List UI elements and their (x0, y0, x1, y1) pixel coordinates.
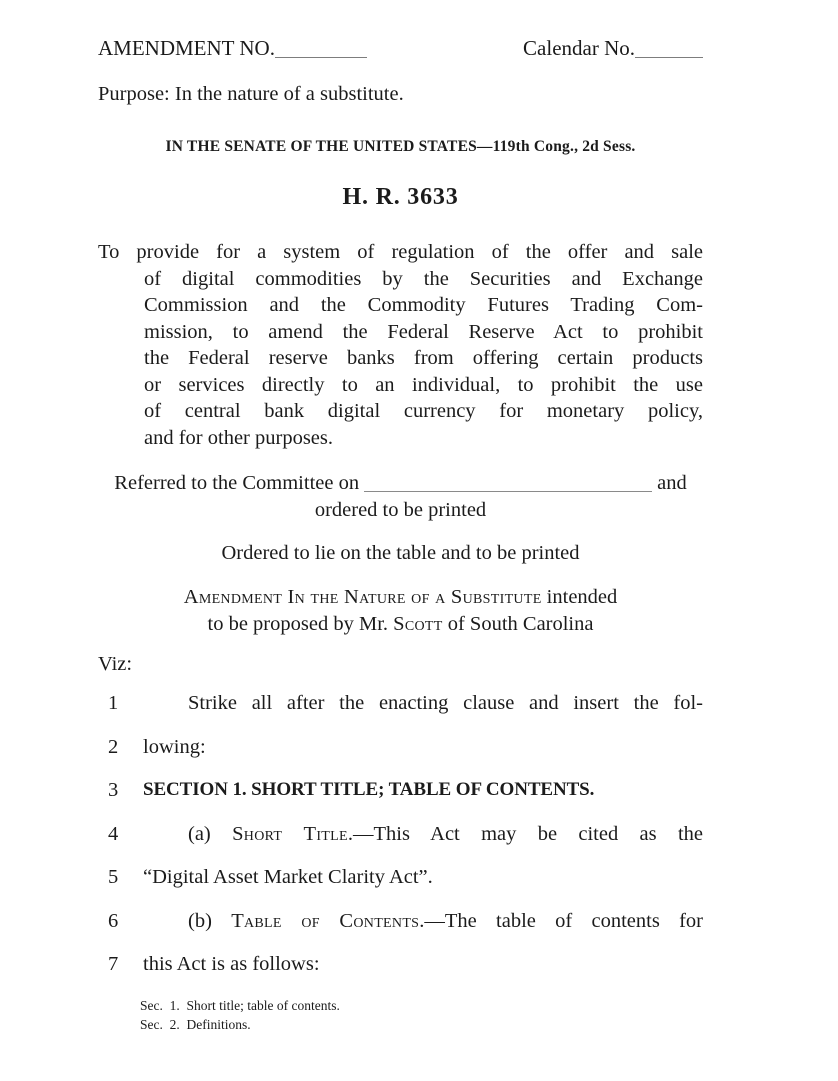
long-title-line: or services directly to an individual, to prohibit the use (144, 373, 703, 396)
body-text: Strike all after the enacting clause and insert the fol- (188, 692, 703, 714)
amendment-heading (98, 584, 703, 638)
line-number: 7 (108, 953, 119, 975)
referral-text: and (657, 472, 687, 494)
amendment-heading-text: intended (541, 586, 618, 608)
calendar-no-field (523, 36, 703, 60)
line-number: 3 (108, 779, 119, 801)
line-number: 2 (108, 735, 119, 758)
senate-caption: IN THE SENATE OF THE UNITED STATES—119th Cong., 2d Sess. (165, 138, 636, 155)
toc-entry: Sec. 2. Definitions. (140, 1016, 251, 1032)
bill-number: H. R. 3633 (342, 184, 459, 210)
body-text: lowing: (143, 735, 206, 758)
body-text-segment: (b) (188, 909, 232, 932)
body-text (143, 910, 703, 932)
long-title-line: and for other purposes. (144, 426, 334, 449)
body-text-segment: (a) (188, 822, 233, 845)
document-page (98, 36, 703, 1034)
body-text (143, 823, 703, 845)
long-title (98, 239, 703, 451)
long-title-line: To provide for a system of regulation of the offer and sale (98, 241, 703, 263)
order-line: Ordered to lie on the table and to be printed (221, 542, 580, 564)
long-title-line: the Federal reserve banks from offering certain products (144, 347, 703, 369)
amendment-heading-text: to be proposed by Mr. (207, 613, 394, 635)
amendment-heading-line-2 (98, 611, 703, 638)
toc-entry: Sec. 1. Short title; table of contents. (140, 998, 340, 1013)
amendment-no-blank (275, 57, 367, 58)
amendment-no-label: AMENDMENT NO. (98, 36, 275, 60)
amendment-heading-smallcaps: Amendment In the Nature of a Substitute (183, 586, 542, 608)
body-line (98, 953, 703, 975)
sponsor-name: Scott (393, 613, 443, 635)
body-line (98, 692, 703, 714)
referral-line-1 (98, 470, 703, 497)
body-line (98, 866, 703, 888)
referral-text: Referred to the Committee on (114, 472, 360, 494)
amendment-no-field (98, 36, 367, 60)
line-number: 4 (108, 822, 119, 845)
section-heading: SECTION 1. SHORT TITLE; TABLE OF CONTENTS. (143, 779, 595, 800)
smallcaps-term: Table of Contents (231, 909, 420, 932)
viz-label: Viz: (98, 653, 133, 675)
amendment-heading-line-1 (98, 584, 703, 611)
long-title-line: Commission and the Commodity Futures Trading Com- (144, 294, 703, 316)
bill-body (98, 692, 703, 975)
referral-line-2: ordered to be printed (314, 499, 487, 521)
smallcaps-term: Short Title (232, 822, 348, 845)
calendar-no-label: Calendar No. (523, 36, 635, 60)
long-title-line: of central bank digital currency for monetary policy, (144, 400, 703, 422)
calendar-no-blank (635, 57, 703, 58)
body-text-segment: .—This Act may be cited as the (347, 822, 703, 845)
referral-block (98, 470, 703, 524)
line-number: 6 (108, 909, 119, 932)
body-text: “Digital Asset Market Clarity Act”. (143, 866, 433, 888)
line-number: 5 (108, 866, 119, 888)
line-number: 1 (108, 692, 119, 714)
purpose-line: Purpose: In the nature of a substitute. (98, 83, 404, 105)
long-title-line: mission, to amend the Federal Reserve Act to prohibit (144, 320, 703, 343)
committee-blank (364, 491, 652, 492)
body-text: this Act is as follows: (143, 953, 320, 975)
amendment-heading-text: of South Carolina (442, 613, 594, 635)
table-of-contents (140, 997, 703, 1034)
body-line (98, 823, 703, 845)
long-title-line: of digital commodities by the Securities and Exchange (144, 267, 703, 290)
body-text-segment: .—The table of contents for (419, 909, 703, 932)
body-line (98, 736, 703, 758)
body-line (98, 910, 703, 932)
form-header-row (98, 36, 703, 60)
body-line (98, 779, 703, 801)
